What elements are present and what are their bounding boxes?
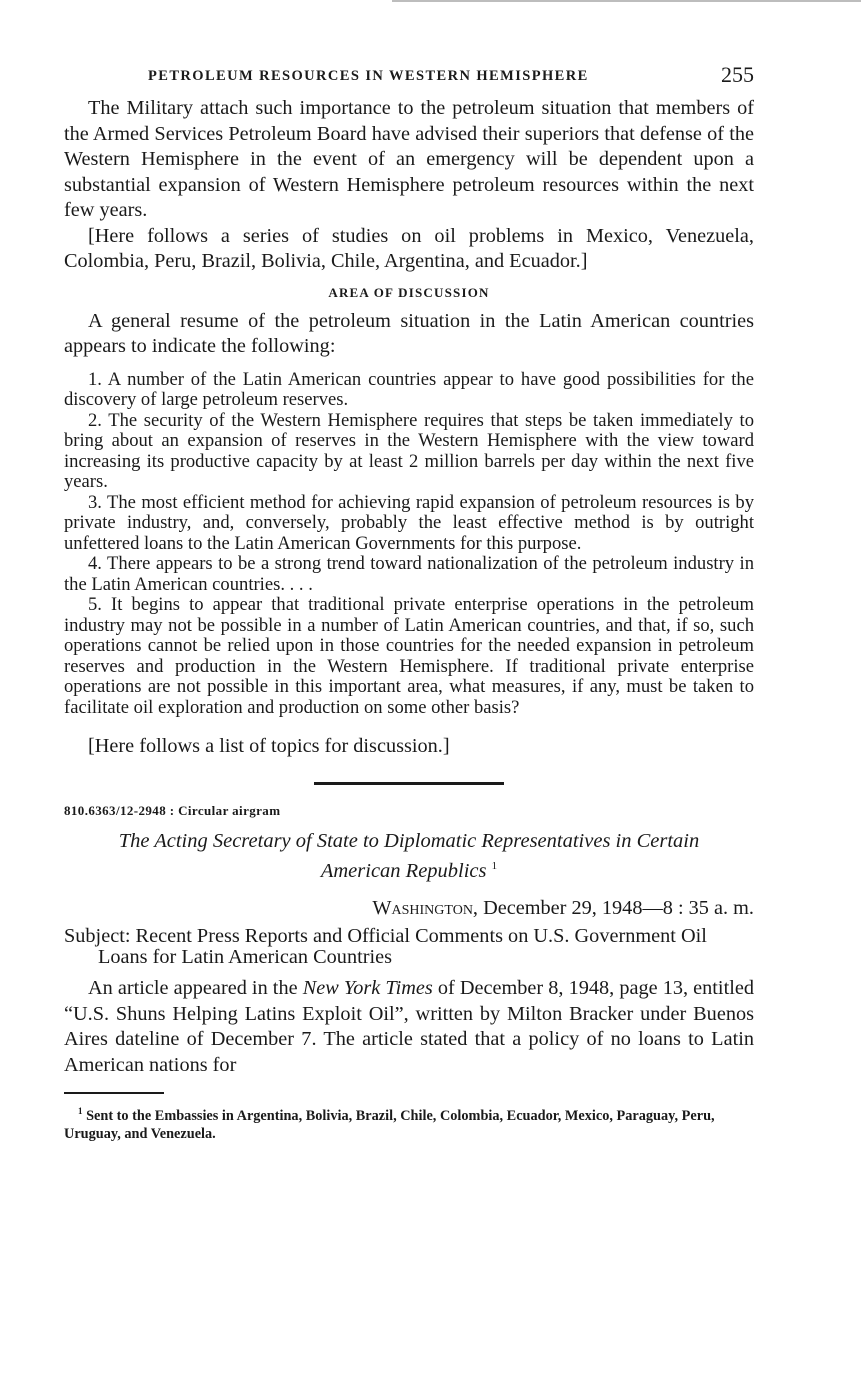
section-separator (314, 782, 504, 785)
article-text-rest: of December 8, 1948, page 13, entitled “U.S. Shuns Helping Latins Exploit Oil”, written by Milton Bracker under Buenos Aires dateline of December 7. The article stated that a policy of no loans to Latin American nations for (64, 977, 754, 1076)
footnote-rule (64, 1092, 164, 1094)
document-title (94, 829, 724, 884)
page-number: 255 (721, 62, 754, 87)
running-header (64, 64, 754, 96)
footnote-text: Sent to the Embassies in Argentina, Bolivia, Brazil, Chile, Colombia, Ecuador, Mexico, Paraguay, Peru, Uruguay, and Venezuela. (64, 1108, 715, 1143)
section-heading: AREA OF DISCUSSION (328, 284, 490, 300)
running-title: PETROLEUM RESOURCES IN WESTERN HEMISPHERE (148, 68, 589, 84)
dateline-place: Washington, (372, 897, 478, 920)
article-text-start: An article appeared in the (88, 977, 298, 1000)
file-reference: 810.6363/12-2948 : Circular airgram (64, 802, 281, 818)
list-item: 3. The most efficient method for achieving rapid expansion of petroleum resources is by private industry, and, conversely, probably the least effective method is by outright unfettered loans to the Latin American Governments for this purpose. (64, 491, 754, 554)
paragraph-article (64, 976, 754, 1078)
paragraph-topics-note: [Here follows a list of topics for discussion.] (88, 735, 450, 757)
top-edge-rule (392, 0, 861, 2)
document-title-text: The Acting Secretary of State to Diplomatic Representatives in Certain American Republics (118, 829, 700, 882)
footnote (64, 1102, 754, 1143)
dateline (64, 897, 754, 920)
list-item: 5. It begins to appear that traditional private enterprise operations in the petroleum industry may not be possible in a number of Latin American countries, and that, if so, such operations cannot be relied upon in those countries for the needed expansion in petroleum reserves and production in the Western Hemisphere. If traditional private enterprise operations are not possible in this important area, what measures, if any, must be taken to facilitate oil exploration and production on some other basis? (64, 594, 754, 718)
paragraph-studies-note: [Here follows a series of studies on oil problems in Mexico, Venezuela, Colombia, Peru, Brazil, Bolivia, Chile, Argentina, and Ecuador.] (64, 224, 754, 272)
footnote-reference: 1 (491, 859, 498, 872)
dateline-time: December 29, 1948—8 : 35 a. m. (483, 897, 754, 920)
paragraph-military: The Military attach such importance to the petroleum situation that members of the Armed Services Petroleum Board have advised their superiors that defense of the Western Hemisphere in the event of an emergency will be dependent upon a substantial expansion of Western Hemisphere petroleum resources within the next few years. (64, 97, 754, 221)
paragraph-resume-intro: A general resume of the petroleum situation in the Latin American countries appears to indicate the following: (64, 309, 754, 357)
list-item: 1. A number of the Latin American countries appear to have good possibilities for the discovery of large petroleum reserves. (64, 368, 754, 410)
page (64, 64, 754, 1143)
subject-line: Subject: Recent Press Reports and Official Comments on U.S. Government Oil Loans for Latin American Countries (64, 925, 707, 969)
newspaper-name: New York Times (302, 977, 433, 1000)
footnote-mark: 1 (78, 1106, 83, 1117)
list-item: 2. The security of the Western Hemisphere requires that steps be taken immediately to bring about an expansion of reserves in the Western Hemisphere with the view toward increasing its productive capacity by at least 2 million barrels per day within the next five years. (64, 409, 754, 492)
numbered-list (64, 370, 754, 719)
list-item: 4. There appears to be a strong trend toward nationalization of the petroleum industry in the Latin American countries. . . . (64, 553, 754, 595)
